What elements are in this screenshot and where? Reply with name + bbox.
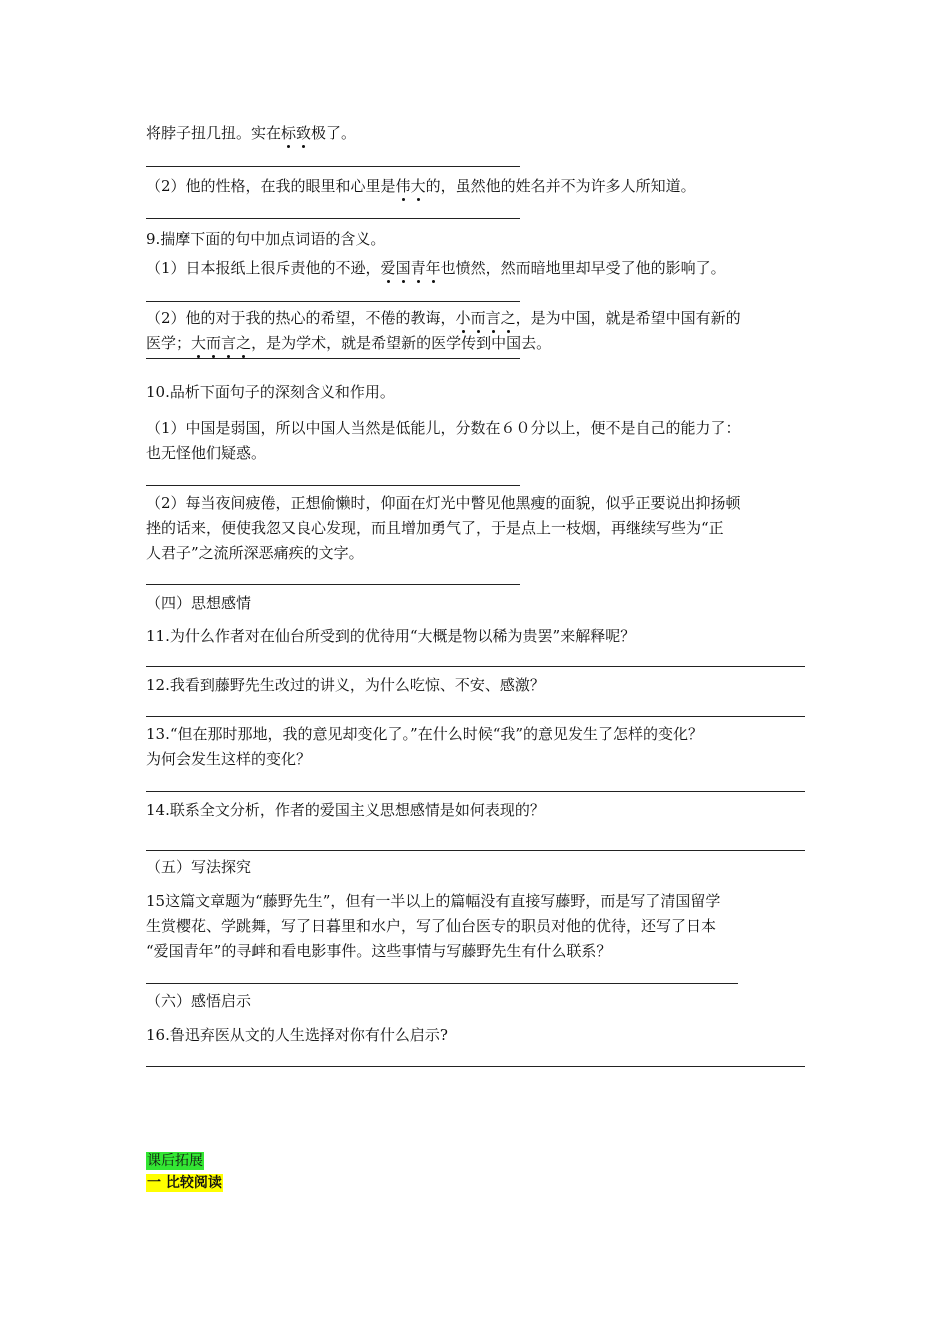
- answer-line: [146, 983, 738, 984]
- answer-line: [146, 301, 520, 302]
- q16: 16.鲁迅弃医从文的人生选择对你有什么启示?: [146, 1026, 448, 1044]
- q13b: 为何会发生这样的变化？: [146, 750, 312, 768]
- emphasis-char: 爱: [380, 259, 396, 277]
- q15a: 15这篇文章题为“藤野先生”，但有一半以上的篇幅没有直接写藤野，而是写了清国留学: [146, 892, 721, 910]
- extension-heading: 课后拓展: [147, 1153, 203, 1169]
- q10-s2c: 人君子”之流所深恶痛疾的文字。: [146, 544, 364, 562]
- text: （2）他的性格，在我的眼里和心里是: [146, 177, 396, 195]
- emphasis-char: 而: [470, 309, 486, 327]
- emphasis-char: 之: [236, 334, 252, 352]
- q9-sentence-2b: [146, 333, 551, 353]
- answer-line: [146, 716, 805, 717]
- emphasis-char: 小: [455, 309, 471, 327]
- q14: 14.联系全文分析，作者的爱国主义思想感情是如何表现的？: [146, 801, 545, 819]
- q10-s1b: 也无怪他们疑惑。: [146, 444, 267, 462]
- text: 极了。: [311, 124, 357, 142]
- q9-sentence-1: [146, 258, 726, 278]
- q15c: “爱国青年”的寻衅和看电影事件。这些事情与写藤野先生有什么联系？: [146, 942, 612, 960]
- text: （1）日本报纸上很斥责他的不逊，: [146, 259, 381, 277]
- answer-line: [146, 584, 520, 585]
- answer-line: [146, 791, 805, 792]
- q9-title: 9.揣摩下面的句中加点词语的含义。: [146, 230, 386, 248]
- q13a: 13.“但在那时那地，我的意见却变化了。”在什么时候“我”的意见发生了怎样的变化？: [146, 725, 704, 743]
- q10-s2a: （2）每当夜间疲倦，正想偷懒时，仰面在灯光中瞥见他黑瘦的面貌，似乎正要说出抑扬顿: [146, 494, 741, 512]
- text: （2）他的对于我的热心的希望，不倦的教诲，: [146, 309, 456, 327]
- text: 的，虽然他的姓名并不为许多人所知道。: [425, 177, 696, 195]
- q10-s1a: （1）中国是弱国，所以中国人当然是低能儿，分数在６０分以上，便不是自己的能力了：: [146, 419, 741, 437]
- text: 也愤然，然而暗地里却早受了他的影响了。: [440, 259, 726, 277]
- section-4-heading: （四）思想感情: [146, 594, 252, 612]
- text: ，是为学术，就是希望新的医学传到中国去。: [251, 334, 552, 352]
- q11: 11.为什么作者对在仙台所受到的优待用“大概是物以稀为贵罢”来解释呢？: [146, 627, 636, 645]
- emphasis-char: 国: [395, 259, 411, 277]
- answer-line: [146, 666, 805, 667]
- emphasis-char: 言: [485, 309, 501, 327]
- comparison-reading-heading: 一 比较阅读: [147, 1175, 222, 1191]
- answer-line: [146, 166, 520, 167]
- q10-s2b: 挫的话来，便使我忽又良心发现，而且增加勇气了，于是点上一枝烟，再继续写些为“正: [146, 519, 724, 537]
- answer-line: [146, 358, 520, 359]
- emphasis-char: 青: [410, 259, 426, 277]
- emphasis-char: 大: [191, 334, 207, 352]
- q8-line1: [146, 123, 356, 143]
- answer-line: [146, 1066, 805, 1067]
- emphasis-char: 致: [296, 124, 312, 142]
- section-6-heading: （六）感悟启示: [146, 992, 252, 1010]
- answer-line: [146, 850, 805, 851]
- q9-sentence-2a: [146, 308, 741, 328]
- text: ，是为中国，就是希望中国有新的: [515, 309, 741, 327]
- emphasis-char: 言: [221, 334, 237, 352]
- q15b: 生赏樱花、学跳舞，写了日暮里和水户，写了仙台医专的职员对他的优待，还写了日本: [146, 917, 717, 935]
- text: 将脖子扭几扭。实在: [146, 124, 282, 142]
- section-5-heading: （五）写法探究: [146, 858, 252, 876]
- q8-line2: [146, 176, 696, 196]
- emphasis-char: 年: [425, 259, 441, 277]
- q12: 12.我看到藤野先生改过的讲义，为什么吃惊、不安、感激？: [146, 676, 545, 694]
- emphasis-char: 标: [281, 124, 297, 142]
- emphasis-char: 之: [500, 309, 516, 327]
- answer-line: [146, 218, 520, 219]
- q10-title: 10.品析下面句子的深刻含义和作用。: [146, 383, 395, 401]
- emphasis-char: 而: [206, 334, 222, 352]
- text: 医学；: [146, 334, 192, 352]
- emphasis-char: 大: [410, 177, 426, 195]
- emphasis-char: 伟: [395, 177, 411, 195]
- answer-line: [146, 485, 520, 486]
